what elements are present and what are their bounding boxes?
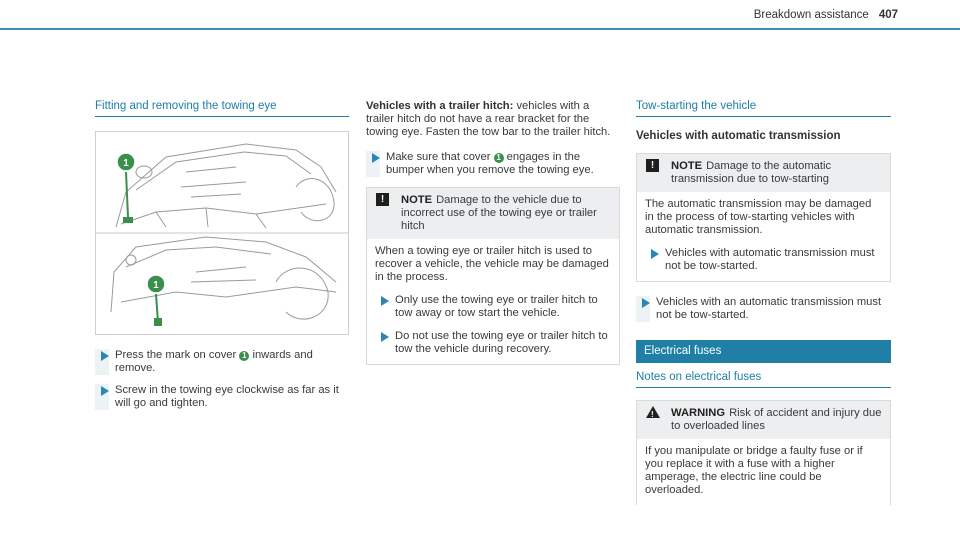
step-arrow-icon xyxy=(372,153,380,163)
warning-keyword: WARNING xyxy=(671,407,726,419)
step-text-end: engages in the bumper when you remove the towing eye. xyxy=(386,151,594,176)
column-2 xyxy=(366,100,620,365)
step-press-cover xyxy=(95,349,349,375)
car-illustration xyxy=(96,132,348,334)
section-title-fuse-notes: Notes on electrical fuses xyxy=(636,371,891,388)
step-no-tow-start xyxy=(636,296,891,322)
note-text: The automatic transmission may be damaged in the process of tow-starting vehicles with automatic transmission. xyxy=(645,198,872,236)
note-step-1 xyxy=(375,294,611,320)
section-title-tow-starting: Tow-starting the vehicle xyxy=(636,100,891,117)
note-heading: Damage to the automatic transmission due to tow-starting xyxy=(671,160,832,185)
note-body xyxy=(637,192,890,281)
note-icon: ! xyxy=(646,159,659,172)
note-text: When a towing eye or trailer hitch is used to recover a vehicle, the vehicle may be damaged in the process. xyxy=(375,245,609,283)
note-header xyxy=(637,154,890,192)
section-title-towing-eye: Fitting and removing the towing eye xyxy=(95,100,349,117)
column-1 xyxy=(95,100,349,410)
page-number: 407 xyxy=(878,9,898,21)
step-cover-engages xyxy=(366,151,620,177)
note-keyword: NOTE xyxy=(671,160,703,172)
note-keyword: NOTE xyxy=(401,194,433,206)
step-text: Screw in the towing eye clockwise as far as it will go and tighten. xyxy=(115,384,339,409)
column-3 xyxy=(636,100,891,505)
trailer-hitch-text: vehicles with a trailer hitch do not have a rear bracket for the towing eye. Fasten the tow bar to the trailer hitch. xyxy=(366,100,611,138)
note-box-towing xyxy=(366,187,620,365)
marker-icon: 1 xyxy=(494,153,504,163)
note-box-automatic xyxy=(636,153,891,282)
step-text: Make sure that cover xyxy=(386,151,494,163)
note-heading: Damage to the vehicle due to incorrect use of the towing eye or trailer hitch xyxy=(401,194,597,232)
step-arrow-icon xyxy=(101,386,109,396)
step-text: Vehicles with automatic transmission must not be tow-started. xyxy=(665,247,875,272)
step-text: Press the mark on cover xyxy=(115,349,240,361)
marker-icon: 1 xyxy=(239,351,249,361)
towing-eye-figure xyxy=(95,131,349,335)
page-header xyxy=(754,9,898,21)
warning-header xyxy=(637,401,890,439)
trailer-hitch-paragraph xyxy=(366,100,620,139)
step-arrow-icon xyxy=(381,332,389,342)
trailer-hitch-lead: Vehicles with a trailer hitch: xyxy=(366,100,514,112)
step-text: Do not use the towing eye or trailer hitch to tow the vehicle during recovery. xyxy=(395,330,608,355)
marker-upper-label: 1 xyxy=(123,158,129,169)
note-step-2 xyxy=(375,330,611,356)
electrical-fuses-band: Electrical fuses xyxy=(636,340,891,363)
header-rule xyxy=(0,28,960,30)
step-arrow-icon xyxy=(101,351,109,361)
marker-lower-label: 1 xyxy=(153,280,159,291)
step-screw-in xyxy=(95,384,349,410)
step-text: Only use the towing eye or trailer hitch to tow away or tow start the vehicle. xyxy=(395,294,598,319)
warning-box xyxy=(636,400,891,505)
marker-lower xyxy=(147,275,165,326)
note-header xyxy=(367,188,619,239)
step-text: Vehicles with an automatic transmission must not be tow-started. xyxy=(656,296,882,321)
warning-heading: Risk of accident and injury due to overloaded lines xyxy=(671,407,882,432)
note-step xyxy=(645,247,882,273)
warning-body: If you manipulate or bridge a faulty fuse or if you replace it with a fuse with a higher amperage, the electric line could be overloaded. xyxy=(645,445,863,496)
step-arrow-icon xyxy=(651,249,659,259)
subtitle-automatic: Vehicles with automatic transmission xyxy=(636,130,841,142)
note-icon: ! xyxy=(376,193,389,206)
step-arrow-icon xyxy=(381,296,389,306)
note-body xyxy=(367,239,619,364)
step-text-end: inwards and remove. xyxy=(115,349,313,374)
step-arrow-icon xyxy=(642,298,650,308)
header-section: Breakdown assistance xyxy=(753,9,869,21)
warning-triangle-icon xyxy=(646,406,660,418)
